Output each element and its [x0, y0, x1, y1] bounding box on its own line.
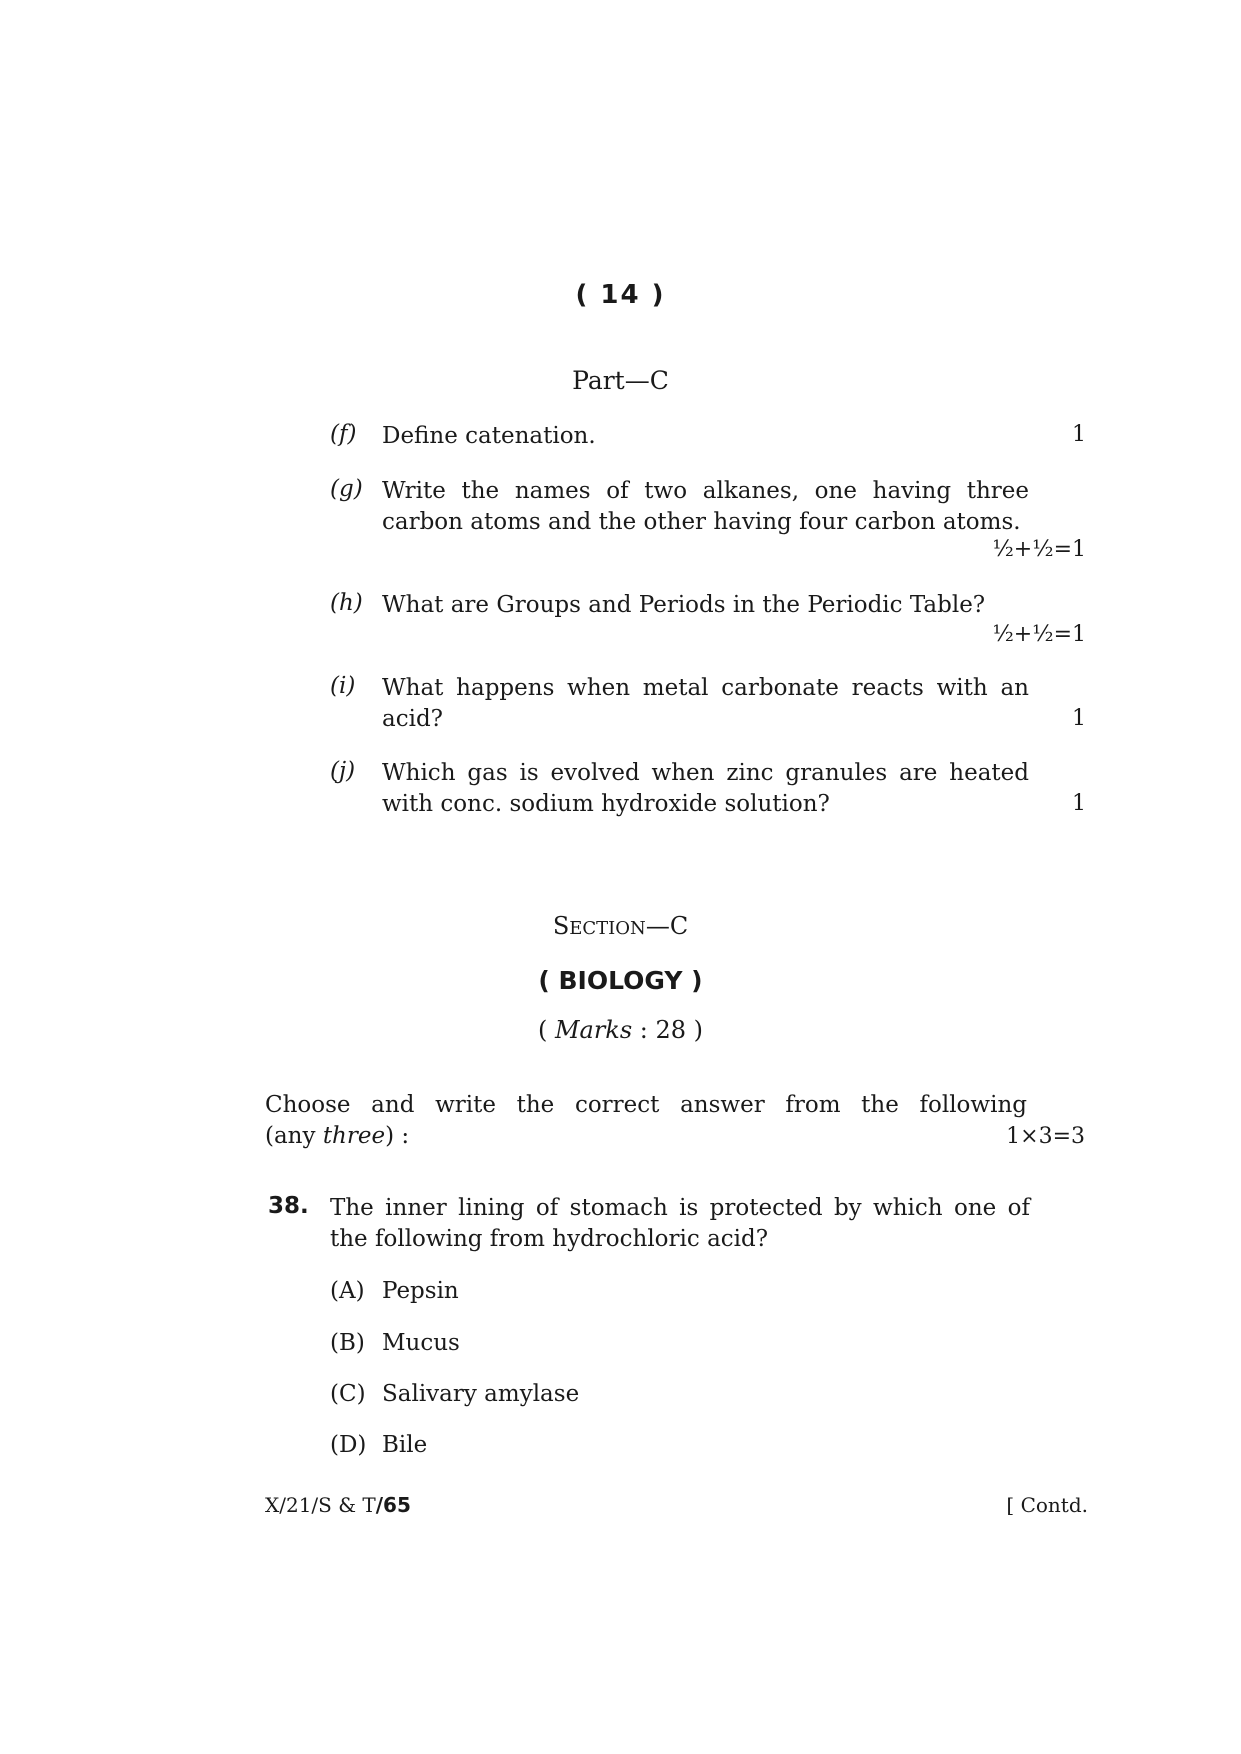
instruction-line1: Choose and write the correct answer from the following [265, 1092, 1027, 1118]
question-38-text: The inner lining of stomach is protected by which one of the following from hydrochloric acid? [330, 1195, 1030, 1252]
subject-title: ( BIOLOGY ) [538, 966, 703, 995]
question-label: (g) [330, 476, 363, 502]
marks-j: 1 [1072, 791, 1086, 816]
section-rest: ECTION [569, 918, 646, 939]
marks-g: ½+½=1 [992, 537, 1086, 562]
option-text: Mucus [382, 1330, 460, 1356]
section-suffix: —C [645, 912, 689, 940]
option-c [330, 1381, 579, 1407]
marks-f: 1 [1072, 422, 1086, 447]
option-text: Pepsin [382, 1278, 459, 1304]
option-a [330, 1278, 459, 1304]
instruction-post: ) : [385, 1123, 410, 1149]
option-label: (B) [330, 1330, 365, 1356]
option-b [330, 1330, 460, 1356]
instruction-pre: (any [265, 1123, 323, 1149]
question-text: Which gas is evolved when zinc granules are heated with conc. sodium hydroxide solution? [382, 760, 1029, 817]
instruction-emphasis: three [322, 1123, 386, 1149]
question-text: Define catenation. [382, 423, 596, 449]
question-label: (f) [330, 421, 357, 447]
section-first-letter: S [552, 912, 570, 940]
paper-code-bold: /65 [375, 1493, 411, 1517]
paper-code [265, 1493, 411, 1517]
instruction-line2 [265, 1121, 1085, 1152]
question-label: (h) [330, 590, 363, 616]
marks-value: 28 [655, 1016, 687, 1044]
option-label: (D) [330, 1432, 367, 1458]
option-text: Salivary amylase [382, 1381, 580, 1407]
paper-code-plain: X/21/S & T [265, 1493, 376, 1517]
question-label: (i) [330, 673, 356, 699]
question-text: What happens when metal carbonate reacts with an acid? [382, 675, 1029, 732]
option-d [330, 1432, 427, 1458]
question-number: 38. [268, 1193, 309, 1219]
section-heading [0, 912, 1241, 940]
question-label: (j) [330, 758, 356, 784]
question-text: What are Groups and Periods in the Periodic Table? [382, 592, 986, 618]
question-text: Write the names of two alkanes, one having three carbon atoms and the other having four carbon atoms. [382, 478, 1029, 535]
marks-i: 1 [1072, 706, 1086, 731]
option-label: (C) [330, 1381, 366, 1407]
option-label: (A) [330, 1278, 365, 1304]
marks-h: ½+½=1 [992, 622, 1086, 647]
continued-marker: [ Contd. [1006, 1493, 1088, 1517]
page-number: ( 14 ) [575, 280, 666, 310]
marks-label: Marks [554, 1016, 633, 1044]
instruction-marks: 1×3=3 [1006, 1124, 1085, 1149]
section-marks: ( Marks : 28 ) [537, 1016, 704, 1044]
option-text: Bile [382, 1432, 428, 1458]
part-title: Part—C [572, 366, 669, 395]
instruction [265, 1090, 1085, 1152]
